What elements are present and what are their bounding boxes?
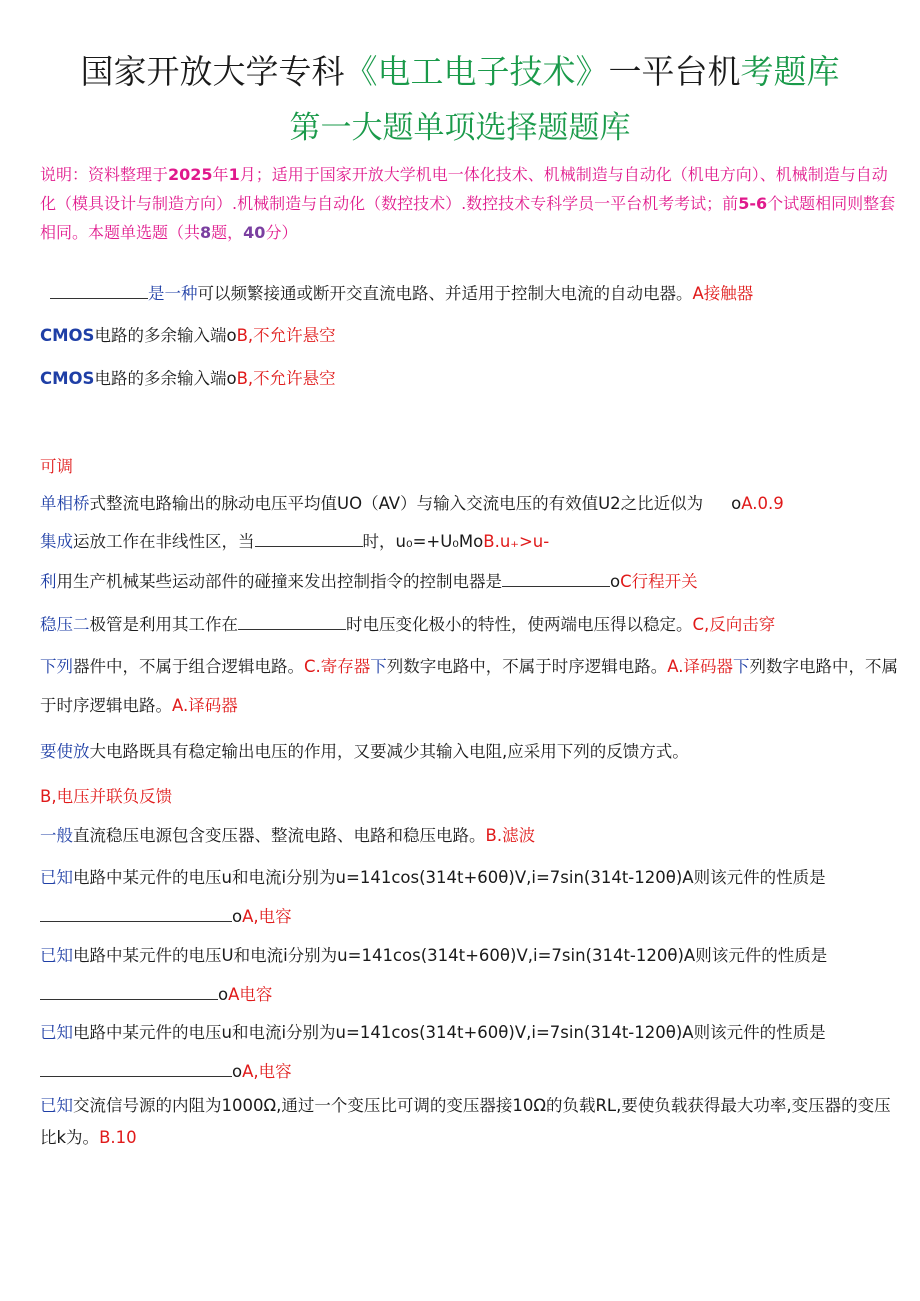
title-part-3: 一平台机: [608, 52, 741, 91]
answer-blank: [40, 1058, 232, 1077]
question-10: 一般直流稳压电源包含变压器、整流电路、电路和稳压电路。B.滤波: [40, 826, 536, 845]
question-3: CMOS电路的多余输入端oB,不允许悬空: [40, 369, 336, 388]
answer-blank: [255, 528, 363, 547]
title-part-1: 国家开放大学专科: [80, 52, 345, 91]
question-4: 单相桥式整流电路输出的脉动电压平均值UO（AV）与输入交流电压的有效值U2之比近似为 oA.0.9: [40, 494, 784, 513]
document-subtitle: 第一大题单项选择题题库: [289, 110, 631, 146]
question-13: 已知电路中某元件的电压u和电流i分别为u=141cos(314t+60θ)V,i=7sin(314t-120θ)A则该元件的性质是oA,电容: [40, 1023, 826, 1081]
answer-text: B,不允许悬空: [236, 369, 336, 388]
answer-blank: [502, 568, 610, 587]
question-9-answer: B,电压并联负反馈: [40, 787, 173, 806]
title-part-2: 《电工电子技术》: [344, 52, 609, 91]
question-1: 是一种可以频繁接通或断开交直流电路、并适用于控制大电流的自动电器。A接触器: [40, 280, 900, 308]
question-12: 已知电路中某元件的电压U和电流i分别为u=141cos(314t+60θ)V,i=7sin(314t-120θ)A则该元件的性质是oA电容: [40, 946, 828, 1004]
answer-text: C行程开关: [620, 572, 698, 591]
question-11: 已知电路中某元件的电压u和电流i分别为u=141cos(314t+60θ)V,i=7sin(314t-120θ)A则该元件的性质是oA,电容: [40, 868, 826, 926]
answer-blank: [40, 903, 232, 922]
answer-blank: [50, 280, 148, 299]
question-2: CMOS电路的多余输入端oB,不允许悬空: [40, 326, 336, 345]
question-9: 要使放大电路既具有稳定输出电压的作用，又要减少其输入电阻,应采用下列的反馈方式。: [40, 742, 689, 761]
answer-text: B.u₊>u-: [483, 532, 550, 551]
title-part-4: 考题库: [740, 52, 840, 91]
answer-text: A接触器: [692, 284, 754, 303]
document-title: [0, 50, 920, 94]
question-8: 下列器件中，不属于组合逻辑电路。C.寄存器下列数字电路中，不属于时序逻辑电路。A.译码器下列数字电路中，不属于时序逻辑电路。A.译码器: [40, 657, 899, 715]
question-14: 已知交流信号源的内阻为1000Ω,通过一个变压比可调的变压器接10Ω的负载RL,要使负载获得最大功率,变压器的变压比k为。B.10: [40, 1096, 891, 1147]
question-7: 稳压二极管是利用其工作在 时电压变化极小的特性，使两端电压得以稳定。C,反向击穿: [40, 611, 900, 639]
answer-text: B,不允许悬空: [236, 326, 336, 345]
question-5: 集成运放工作在非线性区，当 时，u₀=+U₀MoB.u₊>u-: [40, 528, 900, 556]
answer-text: B.滤波: [485, 826, 536, 845]
question-6: 利用生产机械某些运动部件的碰撞来发出控制指令的控制电器是 oC行程开关: [40, 568, 900, 596]
answer-fragment: 可调: [40, 457, 73, 476]
instructions-note: 说明：资料整理于2025年1月；适用于国家开放大学机电一体化技术、机械制造与自动化（机电方向）、机械制造与自动化（模具设计与制造方向）.机械制造与自动化（数控技术）.数控技术专科学员一平台机考考试；前5-6个试题相同则整套相同。本题单选题（共8题，40分）: [40, 165, 896, 242]
answer-text: A.0.9: [741, 494, 784, 513]
answer-text: C,反向击穿: [692, 615, 776, 634]
answer-blank: [238, 611, 346, 630]
answer-blank: [40, 981, 218, 1000]
